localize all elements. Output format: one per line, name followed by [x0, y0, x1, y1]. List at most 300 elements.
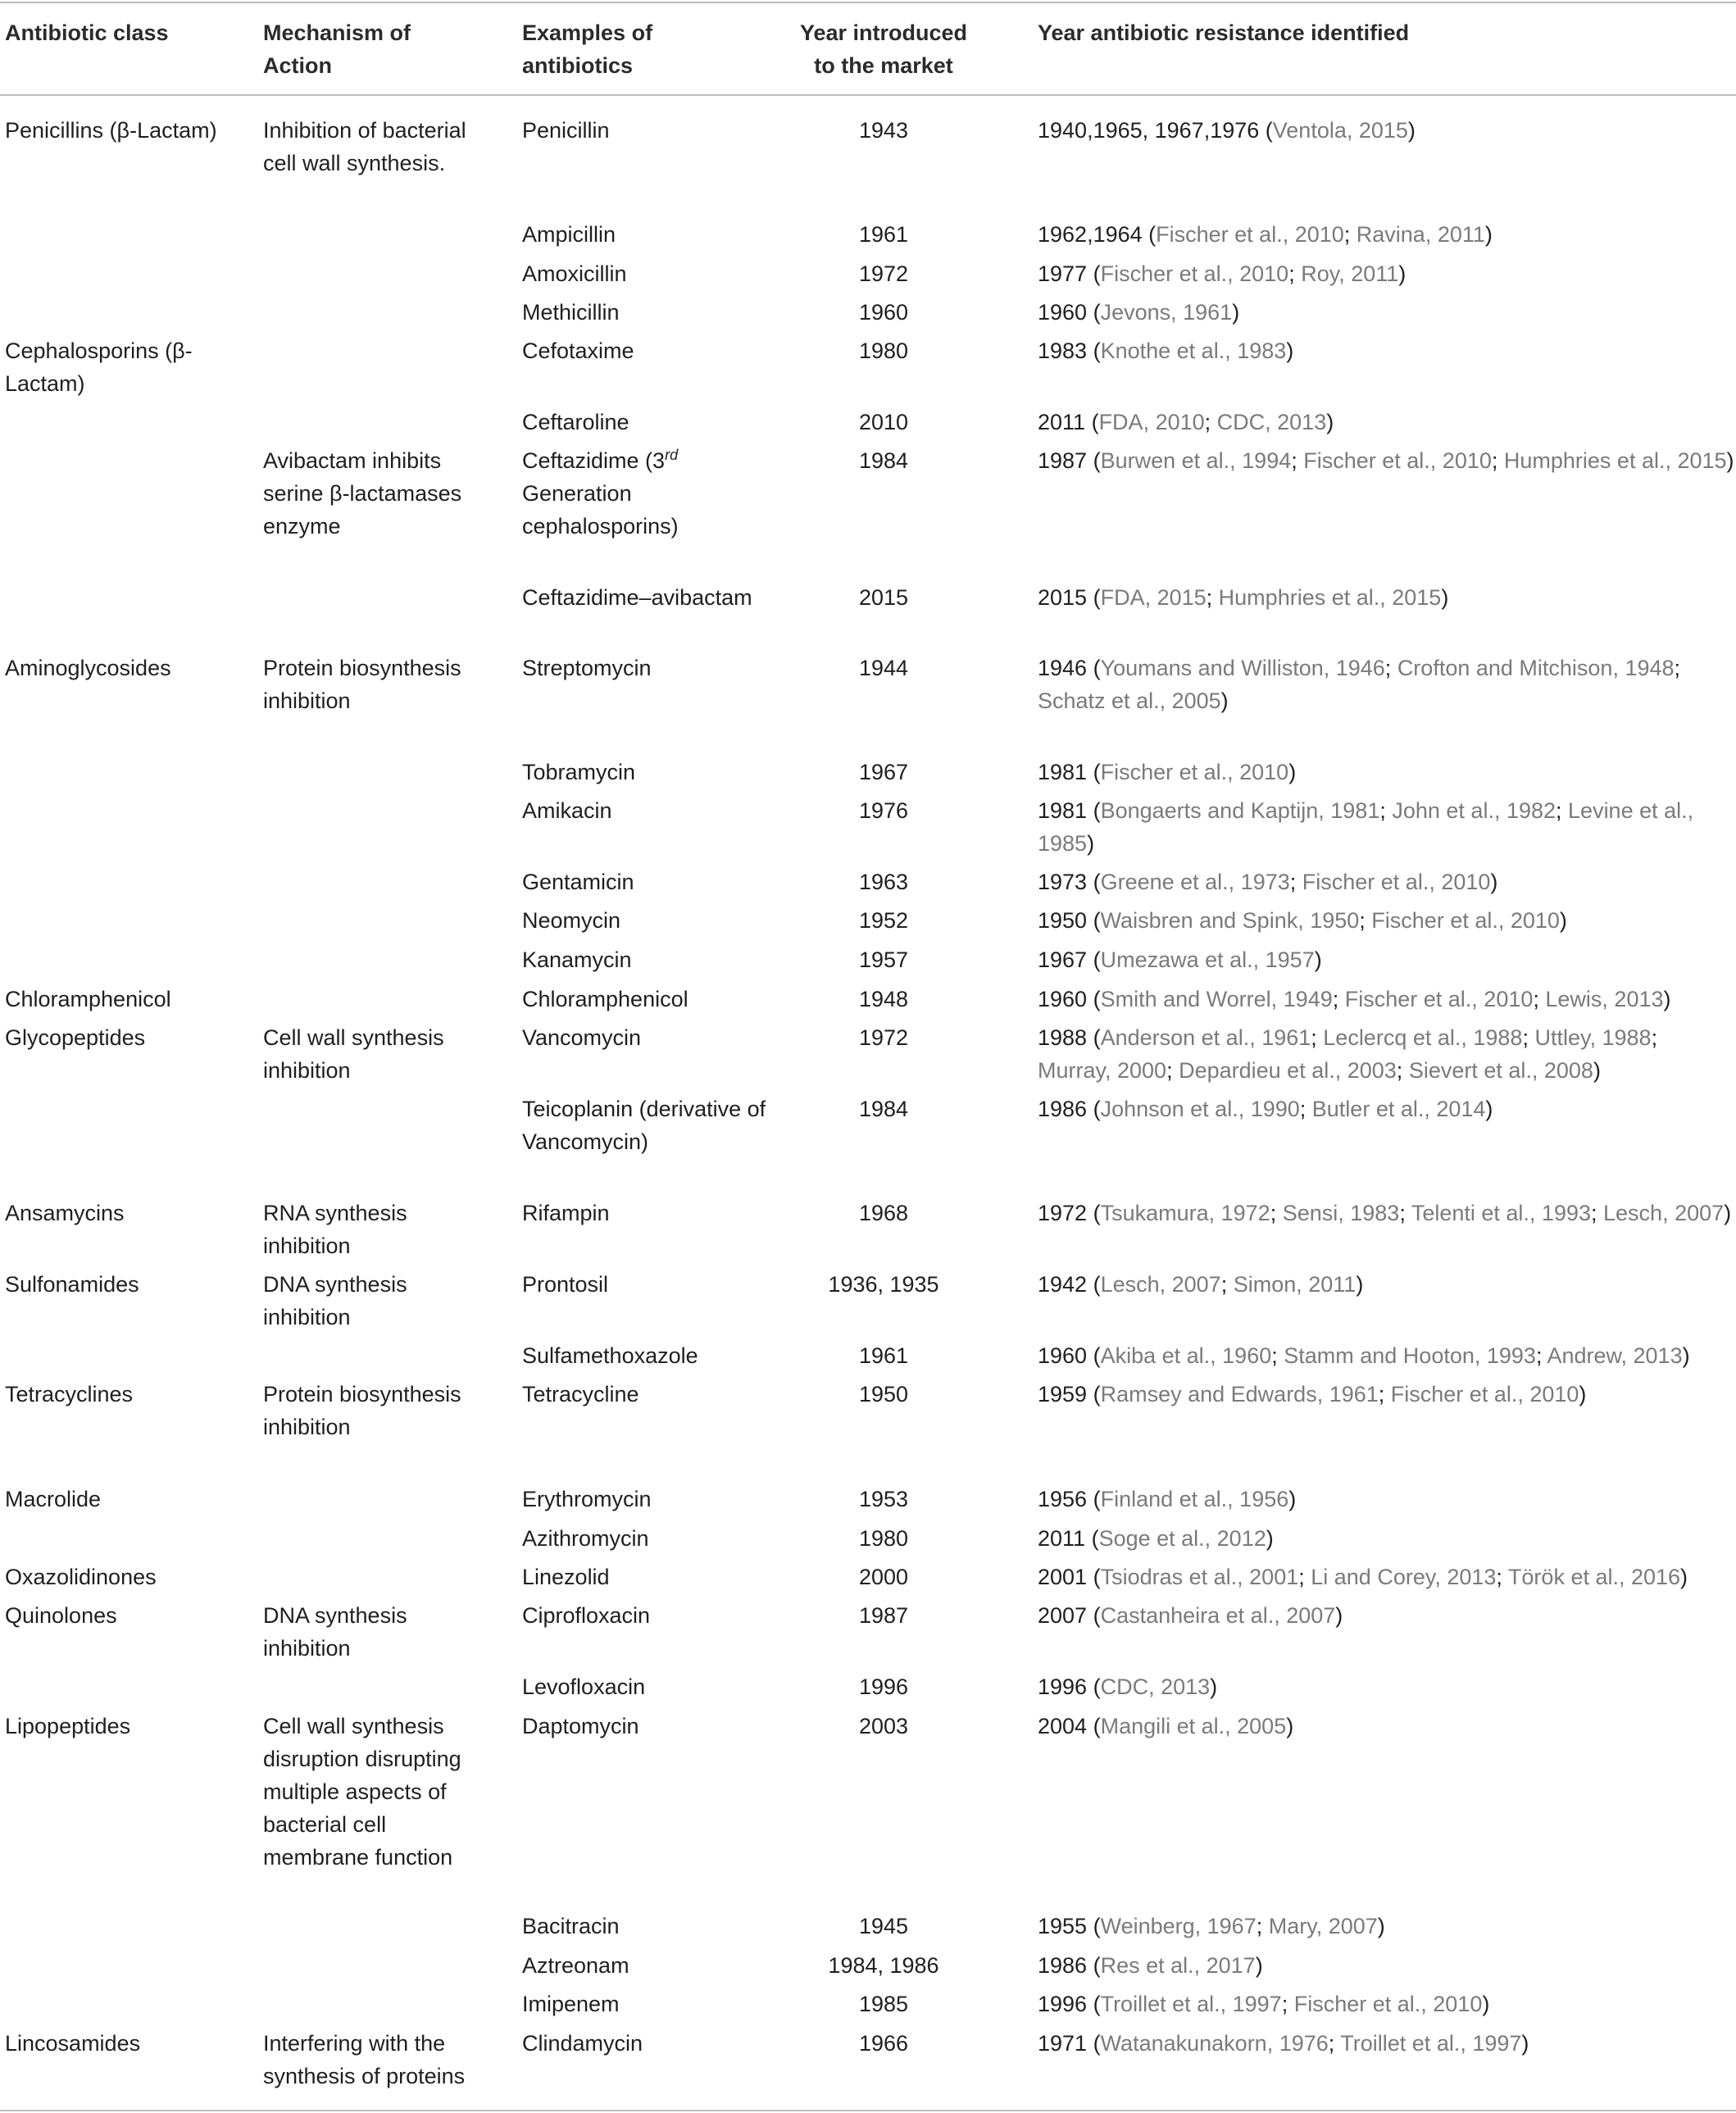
reference-separator: ( [1087, 1992, 1101, 2016]
cell-year-introduced: 1984, 1986 [828, 1953, 939, 1978]
reference-citation: Fischer et al., 2010 [1303, 448, 1492, 473]
resistance-years: 1956 [1038, 1487, 1088, 1511]
reference-separator: ( [1087, 760, 1101, 784]
resistance-years: 1962,1964 [1038, 222, 1143, 247]
cell-example-antibiotic: Penicillin [522, 118, 610, 143]
cell-example-antibiotic: Cefotaxime [522, 339, 634, 363]
cell-example-antibiotic: Amoxicillin [522, 261, 627, 286]
reference-citation: Smith and Worrel, 1949 [1100, 987, 1333, 1011]
cell-year-resistance [1038, 1910, 1734, 1943]
cell-year-resistance [1038, 943, 1734, 976]
resistance-years: 2015 [1038, 585, 1088, 610]
reference-separator: ; [1311, 1025, 1324, 1050]
reference-citation: Burwen et al., 1994 [1100, 448, 1292, 473]
reference-separator: ( [1087, 798, 1101, 823]
reference-close: ) [1232, 300, 1240, 325]
resistance-years: 1971 [1038, 2031, 1088, 2056]
reference-citation: Weinberg, 1967 [1100, 1914, 1257, 1938]
reference-close: ) [1286, 1714, 1294, 1738]
reference-close: ) [1335, 1603, 1343, 1628]
cell-year-introduced: 1945 [858, 1914, 909, 1938]
header-year-introduced: Year introduced to the market [799, 20, 968, 78]
reference-separator: ; [1522, 1025, 1535, 1050]
reference-citation: Bongaerts and Kaptijn, 1981 [1100, 798, 1380, 823]
cell-year-introduced: 1972 [858, 1025, 909, 1050]
cell-year-introduced: 1996 [858, 1674, 909, 1699]
reference-citation: Fischer et al., 2010 [1156, 222, 1344, 247]
reference-citation: Fischer et al., 2010 [1371, 908, 1560, 933]
cell-example-antibiotic: Gentamicin [522, 870, 634, 894]
reference-separator: ( [1259, 118, 1273, 143]
resistance-years: 1955 [1038, 1914, 1088, 1938]
cell-mechanism: Cell wall synthesis disruption disrupting multiple aspects of bacterial cell membrane function [263, 1714, 461, 1870]
reference-separator: ; [1556, 798, 1569, 823]
reference-citation: Li and Corey, 2013 [1311, 1565, 1497, 1589]
cell-year-introduced: 1980 [858, 1526, 909, 1551]
resistance-years: 2011 [1038, 410, 1086, 434]
reference-separator: ; [1343, 222, 1357, 247]
reference-citation: Youmans and Williston, 1946 [1100, 656, 1385, 680]
reference-separator: ( [1087, 1272, 1101, 1297]
cell-year-resistance [1038, 1522, 1734, 1555]
cell-year-resistance [1038, 1710, 1734, 1743]
reference-close: ) [1484, 222, 1493, 247]
reference-close: ) [1087, 831, 1095, 856]
reference-citation: John et al., 1982 [1392, 798, 1556, 823]
cell-example-antibiotic: Tobramycin [522, 760, 636, 784]
resistance-years: 1973 [1038, 870, 1088, 894]
reference-citation: Fischer et al., 2010 [1344, 987, 1534, 1011]
cell-year-introduced: 1963 [858, 870, 909, 894]
reference-citation: Troillet et al., 1997 [1340, 2031, 1522, 2056]
cell-mechanism: DNA synthesis inhibition [263, 1272, 407, 1329]
reference-citation: Watanakunakorn, 1976 [1100, 2031, 1329, 2056]
resistance-years: 1987 [1038, 448, 1088, 473]
reference-citation: Akiba et al., 1960 [1100, 1343, 1272, 1368]
cell-year-resistance [1038, 1021, 1734, 1087]
reference-citation: Tsiodras et al., 2001 [1100, 1565, 1299, 1589]
reference-citation: Tsukamura, 1972 [1100, 1201, 1270, 1225]
resistance-years: 2001 [1038, 1565, 1088, 1589]
cell-year-resistance [1038, 406, 1734, 439]
reference-close: ) [1485, 1097, 1493, 1121]
reference-close: ) [1724, 1201, 1732, 1225]
reference-separator: ; [1291, 448, 1304, 473]
cell-year-resistance [1038, 114, 1734, 147]
reference-separator: ; [1281, 1992, 1294, 2016]
reference-separator: ( [1087, 1674, 1101, 1699]
reference-citation: Butler et al., 2014 [1311, 1097, 1486, 1121]
reference-citation: FDA, 2015 [1100, 585, 1207, 610]
reference-citation: Uttley, 1988 [1534, 1025, 1652, 1050]
reference-separator: ( [1087, 1201, 1101, 1225]
reference-separator: ; [1396, 1058, 1409, 1083]
reference-citation: Ravina, 2011 [1356, 222, 1485, 247]
reference-separator: ; [1166, 1058, 1179, 1083]
cell-example-antibiotic: Tetracycline [522, 1382, 639, 1406]
reference-separator: ; [1256, 1914, 1269, 1938]
reference-citation: Crofton and Mitchison, 1948 [1397, 656, 1675, 680]
cell-antibiotic-class: Quinolones [5, 1603, 117, 1628]
reference-separator: ; [1204, 410, 1217, 434]
reference-separator: ; [1674, 656, 1681, 680]
reference-citation: Fischer et al., 2010 [1293, 1992, 1483, 2016]
cell-antibiotic-class: Macrolide [5, 1487, 102, 1511]
reference-separator: ; [1533, 987, 1546, 1011]
cell-year-introduced: 1980 [858, 339, 909, 363]
reference-citation: Res et al., 2017 [1100, 1953, 1256, 1978]
reference-close: ) [1680, 1565, 1688, 1589]
cell-year-resistance [1038, 1949, 1734, 1982]
reference-separator: ( [1087, 870, 1101, 894]
reference-citation: Depardieu et al., 2003 [1179, 1058, 1397, 1083]
cell-example-antibiotic: Azithromycin [522, 1526, 649, 1551]
reference-separator: ; [1288, 261, 1302, 286]
reference-citation: Ventola, 2015 [1272, 118, 1408, 143]
reference-separator: ( [1087, 987, 1101, 1011]
cell-example-antibiotic: Amikacin [522, 798, 612, 823]
reference-separator: ; [1378, 1382, 1391, 1406]
reference-separator: ; [1332, 987, 1345, 1011]
cell-antibiotic-class: Sulfonamides [5, 1272, 139, 1297]
reference-close: ) [1682, 1343, 1690, 1368]
reference-close: ) [1255, 1953, 1263, 1978]
cell-example-antibiotic: Clindamycin [522, 2031, 643, 2056]
cell-antibiotic-class: Lincosamides [5, 2031, 141, 2056]
reference-separator: ; [1289, 870, 1302, 894]
cell-year-introduced: 1943 [858, 118, 909, 143]
reference-separator: ; [1220, 1272, 1234, 1297]
reference-close: ) [1326, 410, 1334, 434]
reference-separator: ( [1087, 2031, 1101, 2056]
resistance-years: 1996 [1038, 1992, 1088, 2016]
reference-separator: ; [1328, 2031, 1341, 2056]
resistance-years: 1967 [1038, 947, 1088, 972]
cell-mechanism: Inhibition of bacterial cell wall synthesis. [263, 118, 466, 175]
cell-year-introduced: 2003 [858, 1714, 909, 1738]
reference-separator: ; [1651, 1025, 1658, 1050]
cell-antibiotic-class: Glycopeptides [5, 1025, 146, 1050]
reference-separator: ( [1087, 1603, 1101, 1628]
cell-year-introduced: 1952 [858, 908, 909, 933]
resistance-years: 1940,1965, 1967,1976 [1038, 118, 1260, 143]
resistance-years: 1986 [1038, 1097, 1088, 1121]
cell-example-antibiotic: Prontosil [522, 1272, 609, 1297]
reference-separator: ( [1087, 448, 1101, 473]
reference-separator: ( [1087, 1487, 1101, 1511]
reference-separator: ( [1087, 1714, 1101, 1738]
cell-year-resistance [1038, 334, 1734, 367]
cell-year-introduced: 2010 [858, 410, 909, 434]
reference-citation: Knothe et al., 1983 [1100, 339, 1287, 363]
reference-separator: ( [1087, 947, 1101, 972]
cell-example-antibiotic: Linezolid [522, 1565, 610, 1589]
cell-year-introduced: 1936, 1935 [828, 1272, 939, 1297]
reference-close: ) [1377, 1914, 1385, 1938]
cell-year-introduced: 2015 [858, 585, 909, 610]
reference-citation: Levine et al., 1985 [1038, 798, 1694, 856]
cell-year-introduced: 1960 [858, 300, 909, 325]
cell-mechanism: RNA synthesis inhibition [263, 1201, 407, 1258]
reference-separator: ( [1087, 1025, 1101, 1050]
reference-citation: Soge et al., 2012 [1098, 1526, 1266, 1551]
cell-year-resistance [1038, 1339, 1734, 1372]
reference-citation: Ramsey and Edwards, 1961 [1100, 1382, 1379, 1406]
table-bottom-rule [0, 2110, 1736, 2111]
cell-year-introduced: 1948 [858, 987, 909, 1011]
resistance-years: 1960 [1038, 300, 1088, 325]
cell-year-introduced: 1957 [858, 947, 909, 972]
reference-citation: Castanheira et al., 2007 [1100, 1603, 1336, 1628]
reference-close: ) [1407, 118, 1416, 143]
reference-close: ) [1559, 908, 1567, 933]
reference-citation: Fischer et al., 2010 [1100, 760, 1289, 784]
example-text: Ceftazidime (3 [522, 448, 666, 473]
reference-separator: ( [1142, 222, 1157, 247]
cell-antibiotic-class: Lipopeptides [5, 1714, 131, 1738]
resistance-years: 1981 [1038, 760, 1088, 784]
resistance-years: 1960 [1038, 1343, 1088, 1368]
cell-mechanism: Cell wall synthesis inhibition [263, 1025, 444, 1083]
reference-close: ) [1286, 339, 1294, 363]
cell-year-introduced: 1967 [858, 760, 909, 784]
reference-separator: ( [1087, 1382, 1101, 1406]
resistance-years: 1946 [1038, 656, 1088, 680]
reference-close: ) [1266, 1526, 1274, 1551]
cell-year-resistance [1038, 794, 1734, 860]
cell-year-introduced: 1972 [858, 261, 909, 286]
cell-year-resistance [1038, 1268, 1734, 1301]
cell-year-resistance [1038, 296, 1734, 329]
cell-year-resistance [1038, 1483, 1734, 1515]
cell-example-antibiotic: Kanamycin [522, 947, 632, 972]
resistance-years: 2007 [1038, 1603, 1088, 1628]
cell-antibiotic-class: Tetracyclines [5, 1382, 134, 1406]
cell-year-introduced: 1961 [858, 222, 909, 247]
reference-separator: ( [1087, 1097, 1101, 1121]
cell-mechanism: Protein biosynthesis inhibition [263, 1382, 461, 1439]
reference-separator: ; [1496, 1565, 1508, 1589]
reference-separator: ; [1299, 1097, 1312, 1121]
cell-example-antibiotic: Streptomycin [522, 656, 652, 680]
cell-example-antibiotic: Daptomycin [522, 1714, 639, 1738]
cell-antibiotic-class: Chloramphenicol [5, 987, 171, 1011]
cell-year-introduced: 1984 [858, 1097, 909, 1121]
cell-example-antibiotic: Sulfamethoxazole [522, 1343, 698, 1368]
reference-separator: ; [1359, 908, 1372, 933]
resistance-years: 1996 [1038, 1674, 1088, 1699]
reference-citation: Waisbren and Spink, 1950 [1100, 908, 1360, 933]
reference-separator: ( [1087, 1343, 1101, 1368]
reference-citation: Lesch, 2007 [1603, 1201, 1725, 1225]
resistance-years: 1977 [1038, 261, 1088, 286]
table-top-rule [0, 2, 1736, 3]
example-superscript: rd [665, 447, 679, 463]
reference-citation: Sievert et al., 2008 [1408, 1058, 1593, 1083]
resistance-years: 1981 [1038, 798, 1088, 823]
cell-example-antibiotic: Erythromycin [522, 1487, 652, 1511]
cell-year-introduced: 1985 [858, 1992, 909, 2016]
cell-antibiotic-class: Oxazolidinones [5, 1565, 157, 1589]
reference-separator: ( [1087, 908, 1101, 933]
reference-citation: Troillet et al., 1997 [1100, 1992, 1282, 2016]
reference-close: ) [1521, 2031, 1529, 2056]
reference-separator: ( [1087, 1565, 1101, 1589]
cell-example-antibiotic: Rifampin [522, 1201, 610, 1225]
cell-year-resistance [1038, 257, 1734, 290]
cell-antibiotic-class: Cephalosporins (β-Lactam) [5, 339, 193, 396]
reference-citation: FDA, 2010 [1098, 410, 1205, 434]
cell-example-antibiotic: Imipenem [522, 1992, 620, 2016]
cell-year-resistance [1038, 756, 1734, 788]
reference-close: ) [1288, 1487, 1297, 1511]
reference-citation: Mary, 2007 [1268, 1914, 1378, 1938]
resistance-years: 1972 [1038, 1201, 1088, 1225]
reference-separator: ; [1491, 448, 1504, 473]
reference-close: ) [1593, 1058, 1601, 1083]
reference-citation: Anderson et al., 1961 [1100, 1025, 1311, 1050]
reference-separator: ; [1384, 656, 1397, 680]
example-tail: Generation cephalosporins) [522, 481, 679, 538]
cell-example-antibiotic: Teicoplanin (derivative of Vancomycin) [522, 1097, 766, 1154]
cell-year-introduced: 1966 [858, 2031, 909, 2056]
cell-year-introduced: 1950 [858, 1382, 909, 1406]
reference-close: ) [1482, 1992, 1490, 2016]
reference-citation: Humphries et al., 2015 [1218, 585, 1442, 610]
reference-close: ) [1314, 947, 1322, 972]
reference-separator: ; [1271, 1343, 1284, 1368]
reference-close: ) [1726, 448, 1734, 473]
cell-year-resistance [1038, 904, 1734, 937]
reference-separator: ( [1087, 585, 1101, 610]
resistance-years: 1983 [1038, 339, 1088, 363]
reference-separator: ; [1206, 585, 1219, 610]
resistance-years: 1950 [1038, 908, 1088, 933]
reference-citation: Johnson et al., 1990 [1100, 1097, 1300, 1121]
reference-citation: Fischer et al., 2010 [1100, 261, 1289, 286]
reference-separator: ; [1591, 1201, 1604, 1225]
cell-year-resistance [1038, 866, 1734, 898]
reference-citation: Fischer et al., 2010 [1390, 1382, 1579, 1406]
cell-antibiotic-class: Penicillins (β-Lactam) [5, 118, 217, 143]
cell-example-antibiotic: Ampicillin [522, 222, 616, 247]
reference-citation: Lewis, 2013 [1545, 987, 1664, 1011]
reference-separator: ( [1087, 339, 1101, 363]
resistance-years: 1988 [1038, 1025, 1088, 1050]
cell-year-resistance [1038, 581, 1734, 614]
reference-close: ) [1490, 870, 1498, 894]
cell-example-antibiotic [522, 444, 776, 543]
reference-citation: Török et al., 2016 [1507, 1565, 1681, 1589]
reference-close: ) [1579, 1382, 1587, 1406]
cell-year-resistance [1038, 1378, 1734, 1411]
cell-mechanism: Protein biosynthesis inhibition [263, 656, 461, 713]
reference-separator: ( [1085, 410, 1099, 434]
cell-year-resistance [1038, 1093, 1734, 1125]
cell-example-antibiotic: Ciprofloxacin [522, 1603, 651, 1628]
reference-citation: Roy, 2011 [1301, 261, 1399, 286]
reference-close: ) [1288, 760, 1297, 784]
cell-example-antibiotic: Neomycin [522, 908, 621, 933]
cell-year-resistance [1038, 218, 1734, 251]
cell-year-introduced: 1944 [858, 656, 909, 680]
cell-year-resistance [1038, 444, 1734, 477]
reference-close: ) [1441, 585, 1449, 610]
resistance-years: 2011 [1038, 1526, 1086, 1551]
reference-citation: Sensi, 1983 [1282, 1201, 1400, 1225]
reference-close: ) [1663, 987, 1671, 1011]
reference-citation: Leclercq et al., 1988 [1323, 1025, 1523, 1050]
reference-separator: ; [1298, 1565, 1311, 1589]
cell-year-introduced: 2000 [858, 1565, 909, 1589]
reference-separator: ( [1087, 656, 1101, 680]
reference-close: ) [1210, 1674, 1218, 1699]
cell-year-introduced: 1968 [858, 1201, 909, 1225]
reference-separator: ( [1087, 1953, 1101, 1978]
cell-year-resistance [1038, 1988, 1734, 2020]
resistance-years: 2004 [1038, 1714, 1088, 1738]
cell-mechanism: Avibactam inhibits serine β-lactamases enzyme [263, 448, 462, 538]
cell-antibiotic-class: Aminoglycosides [5, 656, 171, 680]
cell-year-introduced: 1987 [858, 1603, 909, 1628]
header-mechanism: Mechanism of Action [263, 20, 411, 78]
reference-citation: Greene et al., 1973 [1100, 870, 1290, 894]
reference-close: ) [1356, 1272, 1364, 1297]
reference-separator: ; [1379, 798, 1393, 823]
reference-separator: ( [1087, 261, 1101, 286]
cell-year-resistance [1038, 1197, 1734, 1229]
cell-year-resistance [1038, 1599, 1734, 1632]
reference-citation: Simon, 2011 [1233, 1272, 1357, 1297]
cell-mechanism: DNA synthesis inhibition [263, 1603, 407, 1661]
cell-example-antibiotic: Aztreonam [522, 1953, 629, 1978]
reference-separator: ( [1087, 300, 1101, 325]
reference-citation: Umezawa et al., 1957 [1100, 947, 1315, 972]
reference-citation: Lesch, 2007 [1100, 1272, 1221, 1297]
reference-close: ) [1398, 261, 1407, 286]
resistance-years: 1942 [1038, 1272, 1088, 1297]
reference-separator: ; [1535, 1343, 1547, 1368]
reference-citation: Jevons, 1961 [1100, 300, 1233, 325]
reference-citation: Fischer et al., 2010 [1302, 870, 1491, 894]
header-antibiotic-class: Antibiotic class [5, 20, 169, 45]
reference-separator: ; [1399, 1201, 1411, 1225]
resistance-years: 1986 [1038, 1953, 1088, 1978]
reference-separator: ; [1270, 1201, 1283, 1225]
reference-citation: Murray, 2000 [1038, 1058, 1167, 1083]
reference-close: ) [1220, 688, 1229, 713]
cell-example-antibiotic: Vancomycin [522, 1025, 642, 1050]
cell-year-resistance [1038, 1561, 1734, 1593]
cell-year-resistance [1038, 983, 1734, 1016]
cell-example-antibiotic: Ceftaroline [522, 410, 629, 434]
header-year-resistance: Year antibiotic resistance identified [1038, 20, 1410, 45]
cell-year-introduced: 1976 [858, 798, 909, 823]
resistance-years: 1959 [1038, 1382, 1088, 1406]
cell-year-introduced: 1961 [858, 1343, 909, 1368]
header-examples: Examples of antibiotics [522, 20, 653, 78]
cell-year-resistance [1038, 2027, 1734, 2060]
reference-citation: Andrew, 2013 [1547, 1343, 1683, 1368]
resistance-years: 1960 [1038, 987, 1088, 1011]
cell-year-resistance [1038, 1670, 1734, 1703]
cell-example-antibiotic: Methicillin [522, 300, 620, 325]
cell-year-introduced: 1984 [858, 448, 909, 473]
reference-separator: ( [1087, 1914, 1101, 1938]
table-header-rule [0, 94, 1736, 96]
reference-citation: Telenti et al., 1993 [1411, 1201, 1591, 1225]
reference-citation: Mangili et al., 2005 [1100, 1714, 1287, 1738]
